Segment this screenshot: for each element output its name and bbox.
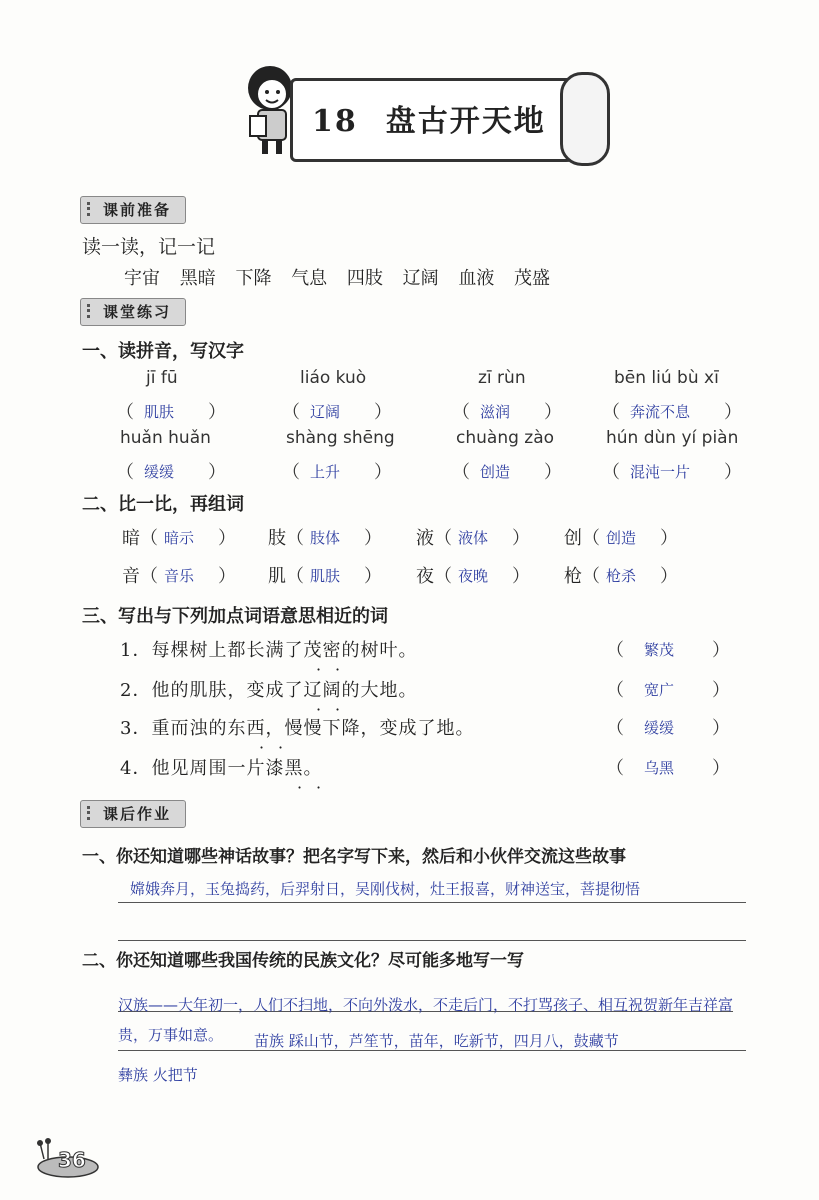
pinyin-label: jī fū [146, 368, 178, 388]
paren-open: （ [452, 402, 470, 423]
paren-open: （ [282, 462, 300, 483]
paren-open: （ [606, 640, 624, 661]
q3-heading: 三、写出与下列加点词语意思相近的词 [82, 606, 388, 627]
writing-line [118, 940, 746, 941]
paren-open: （ [602, 402, 620, 423]
paren-close: ） [724, 462, 742, 483]
paren-close: ） [712, 758, 730, 779]
compare-char: 夜 [416, 566, 434, 587]
pinyin-label: huǎn huǎn [120, 428, 211, 448]
compare-char: 肢 [268, 528, 286, 549]
compare-char: 创 [564, 528, 582, 549]
paren-open: （ [282, 402, 300, 423]
paren-close: ） [374, 402, 392, 423]
paren-open: （ [606, 718, 624, 739]
compound-answer: 肢体 [310, 529, 341, 547]
writing-line [118, 902, 746, 903]
paren-open: （ [452, 462, 470, 483]
sentence: 2．他的肌肤，变成了辽阔的大地。 · · [120, 680, 418, 719]
synonym-answer: 宽广 [644, 681, 675, 699]
lesson-title: 盘古开天地 [385, 104, 546, 139]
paren-open: （ [434, 566, 452, 587]
section-tab-after: 课后作业 [80, 800, 186, 828]
compound-answer: 枪杀 [606, 567, 637, 585]
section-tab-class: 课堂练习 [80, 298, 186, 326]
emphasis-dot: · [297, 778, 304, 797]
compound-answer: 音乐 [164, 567, 195, 585]
emphasis-dot: · [259, 738, 266, 757]
hw2-heading: 二、你还知道哪些我国传统的民族文化？尽可能多地写一写 [82, 951, 524, 971]
paren-close: ） [374, 462, 392, 483]
hw2-answer-line1: 汉族——大年初一，人们不扫地，不向外泼水，不走后门，不打骂孩子、相互祝贺新年吉祥富 [118, 996, 734, 1014]
pinyin-answer: 肌肤 [144, 403, 175, 421]
pinyin-answer: 奔流不息 [630, 403, 691, 421]
hw1-heading: 一、你还知道哪些神话故事？把名字写下来，然后和小伙伴交流这些故事 [82, 847, 626, 867]
compound-answer: 液体 [458, 529, 489, 547]
paren-close: ） [218, 566, 236, 587]
emphasis-dot: · [316, 660, 323, 679]
paren-open: （ [582, 566, 600, 587]
sentence: 3．重而浊的东西，慢慢下降，变成了地。 · · [120, 718, 475, 757]
paren-open: （ [606, 680, 624, 701]
pinyin-answer: 辽阔 [310, 403, 341, 421]
page-number: 36 [58, 1148, 86, 1172]
pinyin-label: hún dùn yí piàn [606, 428, 739, 448]
pinyin-answer: 滋润 [480, 403, 511, 421]
section-tab-pre: 课前准备 [80, 196, 186, 224]
paren-close: ） [364, 528, 382, 549]
paren-open: （ [140, 528, 158, 549]
q1-heading: 一、读拼音，写汉字 [82, 341, 244, 362]
paren-open: （ [582, 528, 600, 549]
paren-close: ） [208, 402, 226, 423]
paren-open: （ [116, 402, 134, 423]
paren-close: ） [712, 718, 730, 739]
page-title [312, 96, 546, 140]
pinyin-label: liáo kuò [300, 368, 367, 388]
emphasis-dot: · [335, 660, 342, 679]
sentence: 1．每棵树上都长满了茂密的树叶。 · · [120, 640, 418, 679]
emphasis-dot: · [316, 778, 323, 797]
pre-heading: 读一读，记一记 [82, 236, 216, 258]
paren-close: ） [544, 402, 562, 423]
hw2-answer-line2a: 贵，万事如意。 [118, 1026, 224, 1044]
compare-char: 暗 [122, 528, 140, 549]
pinyin-answer: 混沌一片 [630, 463, 691, 481]
paren-open: （ [140, 566, 158, 587]
pinyin-answer: 缓缓 [144, 463, 175, 481]
paren-close: ） [660, 566, 678, 587]
pinyin-label: chuàng zào [456, 428, 555, 448]
paren-close: ） [512, 566, 530, 587]
pinyin-answer: 创造 [480, 463, 511, 481]
compare-char: 音 [122, 566, 140, 587]
paren-close: ） [208, 462, 226, 483]
hw2-answer-line2b: 苗族 踩山节，芦笙节，苗年，吃新节，四月八，鼓藏节 [254, 1032, 619, 1050]
pinyin-label: bēn liú bù xī [614, 368, 719, 388]
writing-line [118, 1050, 746, 1051]
paren-open: （ [434, 528, 452, 549]
emphasis-dot: · [316, 700, 323, 719]
paren-close: ） [364, 566, 382, 587]
pinyin-answer: 上升 [310, 463, 341, 481]
emphasis-dot: · [335, 700, 342, 719]
hw1-answer: 嫦娥奔月，玉兔捣药，后羿射日，吴刚伐树，灶王报喜，财神送宝，菩提彻悟 [130, 880, 641, 898]
synonym-answer: 乌黑 [644, 759, 675, 777]
paren-open: （ [606, 758, 624, 779]
emphasis-dot: · [278, 738, 285, 757]
sentence: 4．他见周围一片漆黑。 · · [120, 758, 323, 797]
paren-close: ） [512, 528, 530, 549]
compare-char: 肌 [268, 566, 286, 587]
compare-char: 液 [416, 528, 434, 549]
paren-open: （ [116, 462, 134, 483]
q2-heading: 二、比一比，再组词 [82, 494, 244, 515]
lesson-number: 18 [312, 104, 358, 139]
pre-words: 宇宙 黑暗 下降 气息 四肢 辽阔 血液 茂盛 [124, 268, 551, 289]
paren-open: （ [286, 566, 304, 587]
paren-close: ） [724, 402, 742, 423]
paren-open: （ [286, 528, 304, 549]
compare-char: 枪 [564, 566, 582, 587]
pinyin-label: shàng shēng [286, 428, 395, 448]
paren-close: ） [660, 528, 678, 549]
paren-open: （ [602, 462, 620, 483]
synonym-answer: 缓缓 [644, 719, 675, 737]
compound-answer: 夜晚 [458, 567, 489, 585]
pinyin-label: zī rùn [478, 368, 526, 388]
compound-answer: 创造 [606, 529, 637, 547]
compound-answer: 肌肤 [310, 567, 341, 585]
synonym-answer: 繁茂 [644, 641, 675, 659]
title-banner-scroll [560, 72, 610, 166]
paren-close: ） [544, 462, 562, 483]
paren-close: ） [712, 680, 730, 701]
hw2-answer-line3: 彝族 火把节 [118, 1066, 198, 1084]
paren-close: ） [712, 640, 730, 661]
paren-close: ） [218, 528, 236, 549]
compound-answer: 暗示 [164, 529, 195, 547]
